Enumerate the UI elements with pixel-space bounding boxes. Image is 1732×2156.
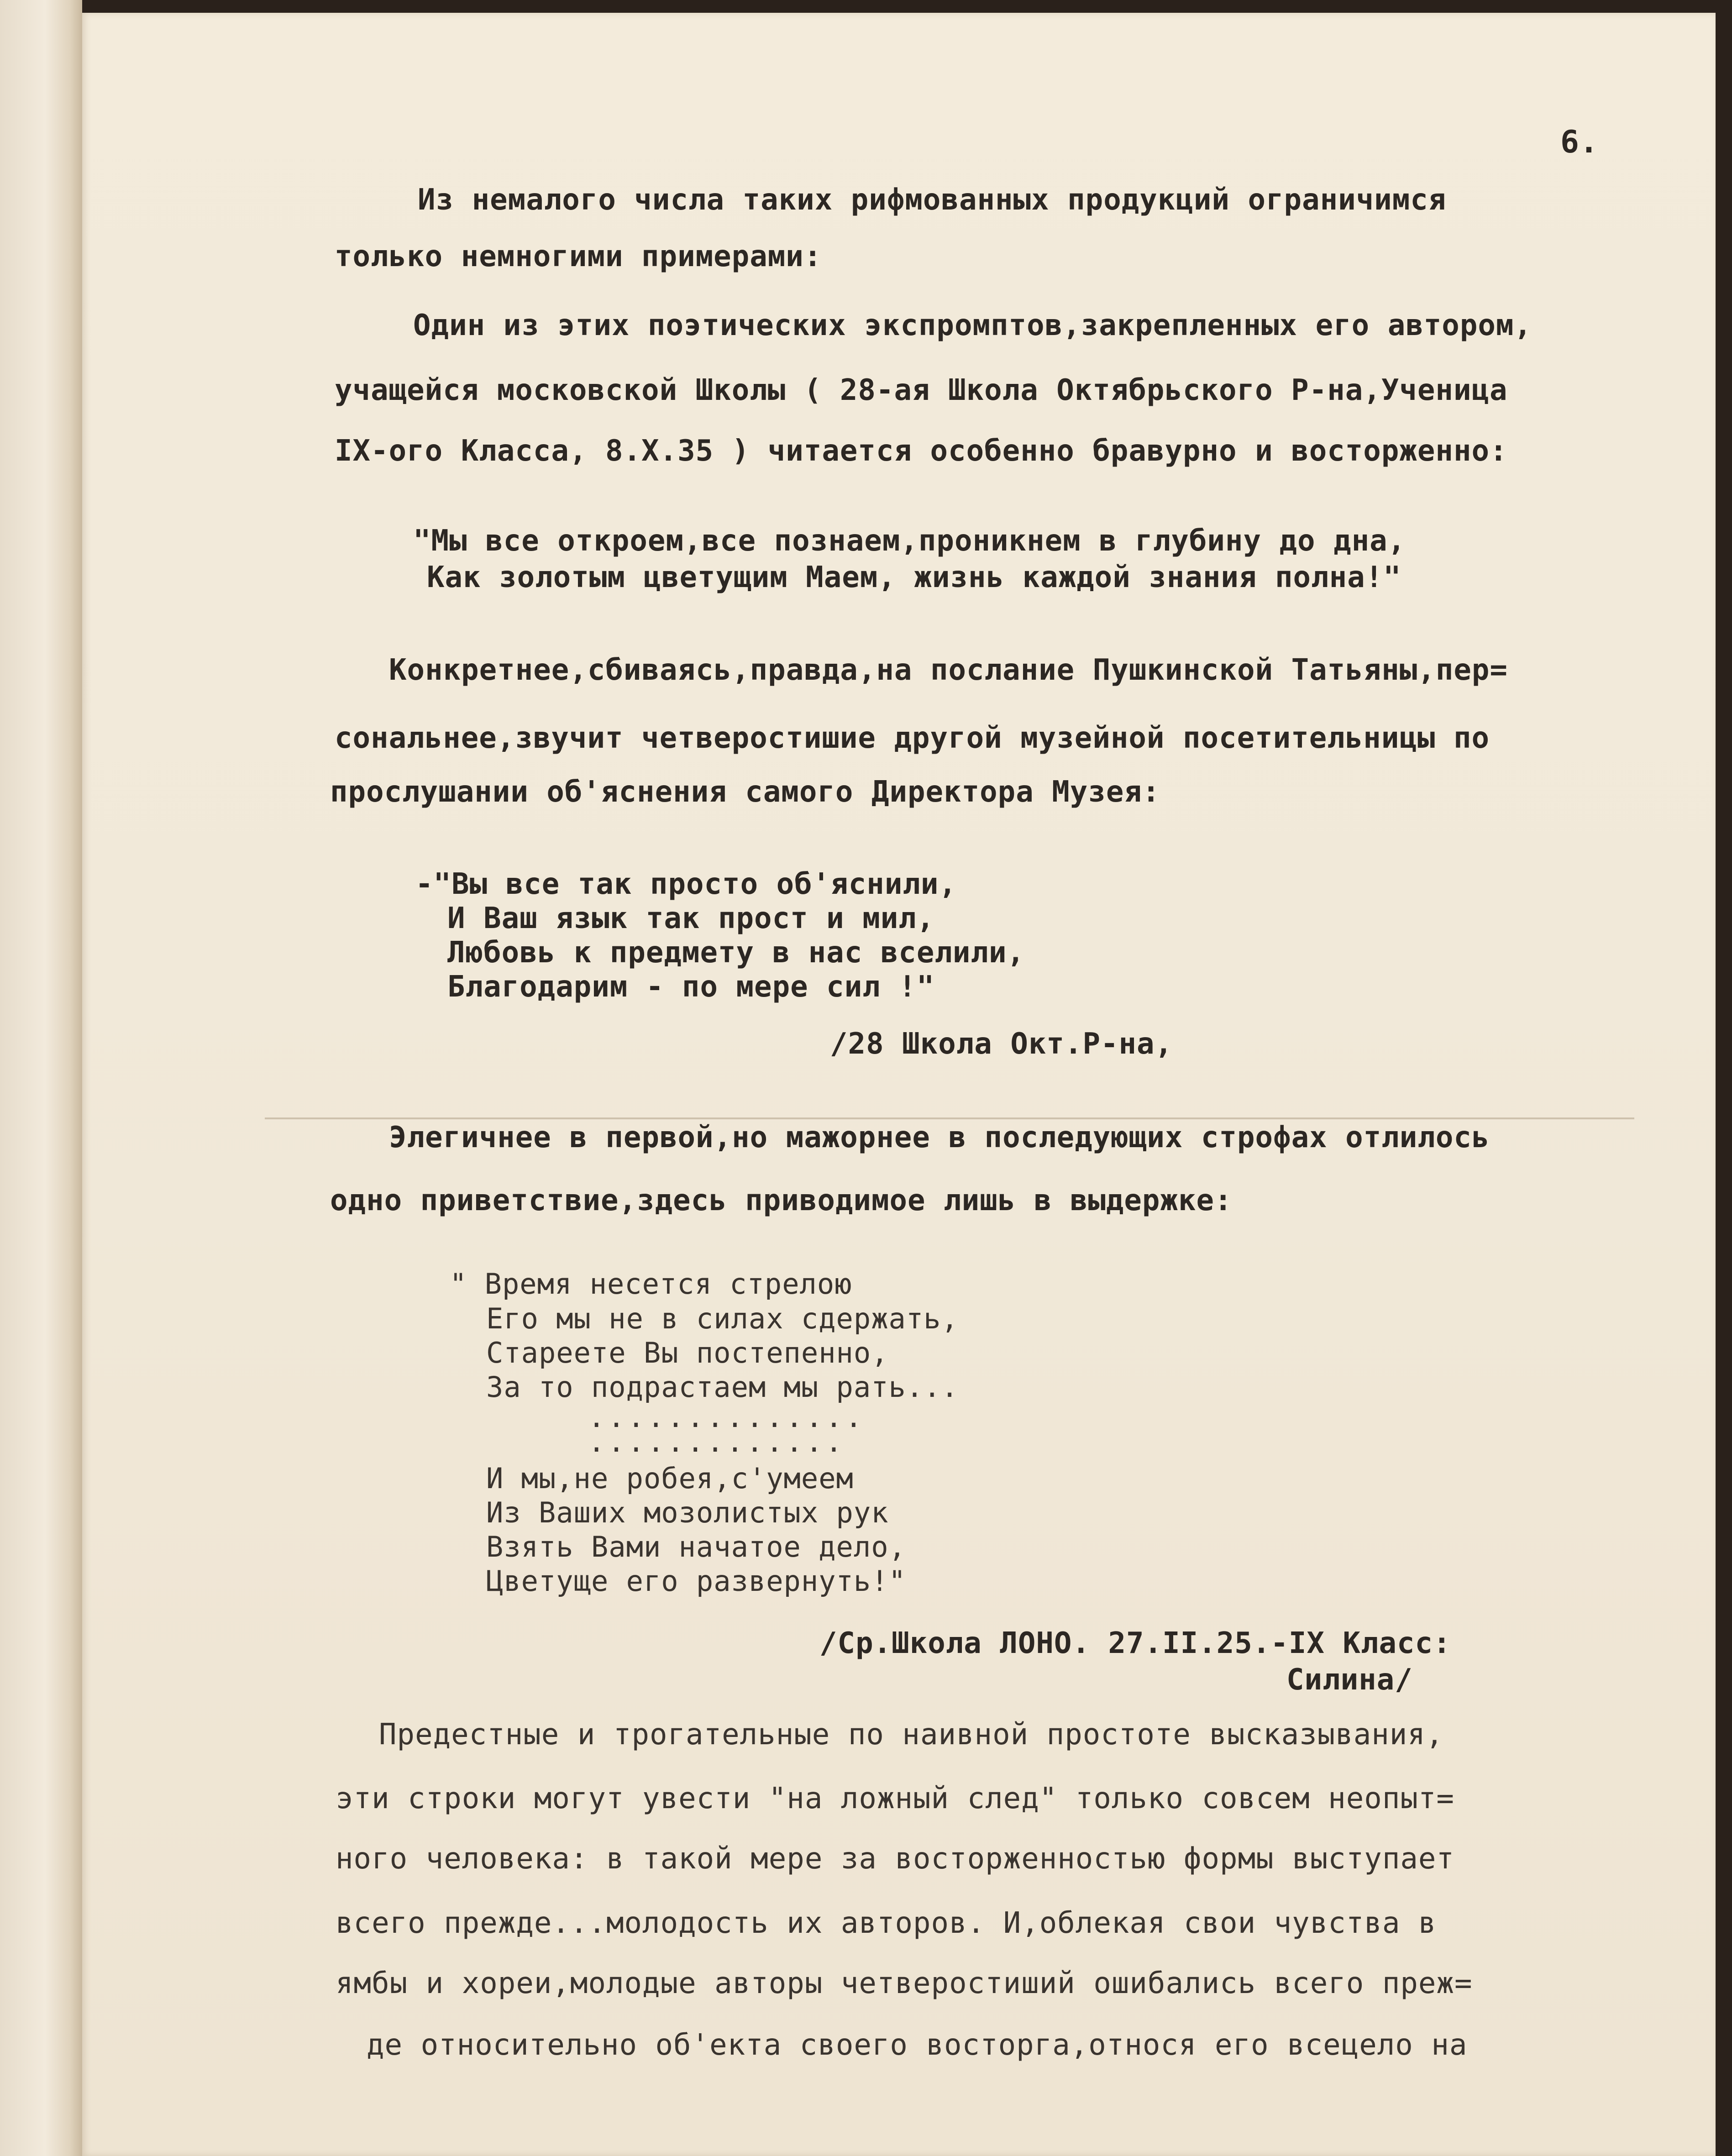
verse3-ellipsis2: ............. bbox=[588, 1425, 845, 1458]
verse1-line2: Как золотым цветущим Маем, жизнь каждой знания полна!" bbox=[427, 561, 1401, 594]
binding-edge bbox=[0, 0, 82, 2156]
paragraph1-line1: Из немалого числа таких рифмованных продукций ограничимся bbox=[418, 183, 1447, 217]
paragraph3-line3: прослушании об'яснения самого Директора Музея: bbox=[330, 775, 1160, 809]
verse3-line5: И мы,не робея,с'умеем bbox=[486, 1462, 854, 1495]
verse3-line8: Цветуще его развернуть!" bbox=[486, 1564, 906, 1598]
paragraph2-line1: Один из этих поэтических экспромптов,закрепленных его автором, bbox=[413, 309, 1532, 342]
paragraph5-line1: Предестные и трогательные по наивной простоте высказывания, bbox=[379, 1718, 1444, 1752]
paragraph5-line3: ного человека: в такой мере за восторженностью формы выступает bbox=[336, 1842, 1454, 1876]
verse3-ellipsis1: .............. bbox=[588, 1401, 865, 1434]
verse3-line4: За то подрастаем мы рать... bbox=[486, 1370, 959, 1404]
verse3-line3: Стареете Вы постепенно, bbox=[486, 1336, 889, 1369]
verse2-line4: Благодарим - по мере сил !" bbox=[447, 970, 935, 1004]
verse3-line2: Его мы не в силах сдержать, bbox=[486, 1302, 959, 1335]
verse3-line7: Взять Вами начатое дело, bbox=[486, 1530, 906, 1563]
paragraph5-line4: всего прежде...молодость их авторов. И,облекая свои чувства в bbox=[336, 1906, 1437, 1940]
verse3-line1: " Время несется стрелою bbox=[450, 1267, 852, 1301]
signature2: /28 Школа Окт.Р-на, bbox=[830, 1027, 1173, 1061]
page-number: 6. bbox=[1560, 124, 1599, 160]
signature3-line1: /Ср.Школа ЛОНО. 27.II.25.-IX Класс: bbox=[819, 1626, 1451, 1660]
verse1-line1: "Мы все откроем,все познаем,проникнем в глубину до дна, bbox=[413, 524, 1406, 558]
paragraph2-line2: учащейся московской Школы ( 28-ая Школа Октябрьского Р-на,Ученица bbox=[335, 373, 1508, 407]
paragraph3-line2: сональнее,звучит четверостишие другой музейной посетительницы по bbox=[335, 721, 1490, 755]
paragraph4-line2: одно приветствие,здесь приводимое лишь в выдержке: bbox=[330, 1184, 1233, 1217]
verse2-line2: И Ваш язык так прост и мил, bbox=[447, 902, 935, 935]
paragraph5-line2: эти строки могут увести "на ложный след" только совсем неопыт= bbox=[336, 1782, 1454, 1815]
paragraph2-line3: IX-ого Класса, 8.X.35 ) читается особенно бравурно и восторженно: bbox=[335, 434, 1508, 468]
paste-seam bbox=[265, 1117, 1634, 1119]
paragraph3-line1: Конкретнее,сбиваясь,правда,на послание Пушкинской Татьяны,пер= bbox=[389, 653, 1508, 687]
verse3-line6: Из Ваших мозолистых рук bbox=[486, 1496, 889, 1529]
paragraph5-line6: де относительно об'екта своего восторга,относя его всецело на bbox=[367, 2028, 1468, 2062]
verse2-line3: Любовь к предмету в нас вселили, bbox=[447, 936, 1025, 970]
paragraph1-line2: только немногими примерами: bbox=[335, 240, 822, 273]
paragraph5-line5: ямбы и хореи,молодые авторы четверостиший ошибались всего преж= bbox=[336, 1967, 1473, 2000]
paragraph4-line1: Элегичнее в первой,но мажорнее в последующих строфах отлилось bbox=[389, 1121, 1490, 1154]
signature3-line2: Силина/ bbox=[1286, 1663, 1413, 1697]
verse2-line1: -"Вы все так просто об'яснили, bbox=[415, 867, 957, 901]
